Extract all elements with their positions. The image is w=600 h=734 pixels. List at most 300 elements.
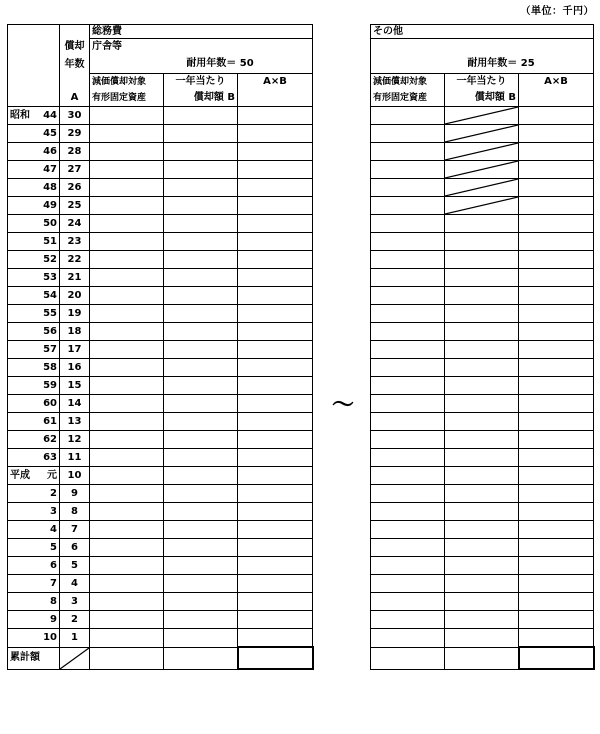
annual-b-cell — [445, 413, 519, 431]
year-row — [371, 449, 594, 467]
years-a-cell: 21 — [60, 269, 90, 287]
years-a-cell: 4 — [60, 575, 90, 593]
total-label: 累計額 — [8, 647, 60, 669]
product-cell — [519, 269, 594, 287]
total-a-cell — [60, 647, 90, 669]
product-cell — [519, 377, 594, 395]
asset-cell — [371, 143, 445, 161]
asset-cell — [90, 431, 164, 449]
asset-cell — [90, 269, 164, 287]
asset-cell — [90, 179, 164, 197]
annual-b-cell — [164, 179, 238, 197]
annual-b-cell — [164, 593, 238, 611]
year-row — [371, 395, 594, 413]
product-cell — [238, 503, 313, 521]
right-category: その他 — [371, 25, 594, 39]
asset-cell — [90, 467, 164, 485]
product-cell — [238, 413, 313, 431]
year-row — [8, 359, 313, 377]
annual-b-cell — [164, 233, 238, 251]
year-row — [371, 503, 594, 521]
year-cell — [8, 593, 60, 611]
right-col2-line1: 一年当たり — [445, 74, 519, 91]
total-product-cell — [519, 647, 594, 669]
year-row — [371, 305, 594, 323]
annual-b-cell — [445, 629, 519, 648]
annual-b-cell — [445, 161, 519, 179]
year-cell — [8, 161, 60, 179]
year-row — [371, 521, 594, 539]
years-a-cell: 17 — [60, 341, 90, 359]
asset-cell — [371, 341, 445, 359]
years-a-cell: 5 — [60, 557, 90, 575]
year-row — [371, 377, 594, 395]
right-col1-line2: 有形固定資産 — [371, 91, 445, 107]
year-row — [8, 341, 313, 359]
product-cell — [238, 107, 313, 125]
asset-cell — [90, 323, 164, 341]
product-cell — [519, 197, 594, 215]
asset-cell — [371, 611, 445, 629]
left-depreciation-table — [7, 24, 314, 670]
product-cell — [519, 323, 594, 341]
right-useful-life: 耐用年数＝ 25 — [371, 56, 594, 74]
left-col2-line2: 償却額 B — [164, 91, 238, 107]
annual-b-cell — [164, 521, 238, 539]
year-cell — [8, 521, 60, 539]
year-label: 7 — [50, 577, 57, 589]
product-cell — [238, 431, 313, 449]
years-a-cell: 7 — [60, 521, 90, 539]
year-row — [8, 161, 313, 179]
total-row — [371, 647, 594, 669]
right-col3: A×B — [519, 74, 594, 107]
year-label: 45 — [43, 127, 57, 139]
years-a-cell: 15 — [60, 377, 90, 395]
annual-b-cell — [445, 341, 519, 359]
year-cell — [8, 413, 60, 431]
asset-cell — [90, 197, 164, 215]
asset-cell — [90, 629, 164, 648]
product-cell — [519, 233, 594, 251]
year-row — [371, 413, 594, 431]
annual-b-cell — [445, 359, 519, 377]
right-depreciation-table — [370, 24, 595, 670]
year-row — [371, 323, 594, 341]
annual-b-cell — [164, 431, 238, 449]
years-a-cell: 6 — [60, 539, 90, 557]
year-row — [8, 251, 313, 269]
asset-cell — [371, 557, 445, 575]
year-label: 56 — [43, 325, 57, 337]
year-cell — [8, 323, 60, 341]
asset-cell — [90, 125, 164, 143]
asset-cell — [371, 485, 445, 503]
years-a-cell: 8 — [60, 503, 90, 521]
left-col2-line1: 一年当たり — [164, 74, 238, 91]
asset-cell — [371, 503, 445, 521]
asset-cell — [371, 449, 445, 467]
year-label: 48 — [43, 181, 57, 193]
year-row — [8, 593, 313, 611]
year-row — [371, 431, 594, 449]
asset-cell — [371, 125, 445, 143]
year-row — [8, 503, 313, 521]
asset-cell — [371, 197, 445, 215]
year-cell — [8, 629, 60, 648]
year-label: 63 — [43, 451, 57, 463]
year-row — [8, 377, 313, 395]
asset-cell — [371, 233, 445, 251]
annual-b-cell — [445, 305, 519, 323]
product-cell — [519, 629, 594, 648]
annual-b-cell — [164, 359, 238, 377]
years-a-cell: 25 — [60, 197, 90, 215]
year-row — [8, 431, 313, 449]
year-row — [8, 575, 313, 593]
year-label: 62 — [43, 433, 57, 445]
product-cell — [238, 323, 313, 341]
year-cell — [8, 179, 60, 197]
annual-b-cell — [445, 269, 519, 287]
total-b-cell — [445, 647, 519, 669]
product-cell — [238, 521, 313, 539]
product-cell — [519, 539, 594, 557]
year-row — [8, 449, 313, 467]
annual-b-cell — [164, 557, 238, 575]
year-row — [8, 143, 313, 161]
total-row — [8, 647, 313, 669]
total-asset-cell — [371, 647, 445, 669]
asset-cell — [371, 161, 445, 179]
product-cell — [519, 359, 594, 377]
year-row — [8, 395, 313, 413]
year-cell — [8, 377, 60, 395]
year-label: 2 — [50, 487, 57, 499]
product-cell — [519, 611, 594, 629]
year-row — [8, 467, 313, 485]
annual-b-cell — [445, 323, 519, 341]
product-cell — [238, 341, 313, 359]
year-cell — [8, 341, 60, 359]
annual-b-cell — [445, 251, 519, 269]
year-cell — [8, 359, 60, 377]
year-label: 49 — [43, 199, 57, 211]
annual-b-cell — [164, 323, 238, 341]
asset-cell — [90, 305, 164, 323]
years-a-cell: 22 — [60, 251, 90, 269]
annual-b-cell — [445, 503, 519, 521]
annual-b-cell — [445, 539, 519, 557]
product-cell — [519, 521, 594, 539]
annual-b-cell — [164, 341, 238, 359]
product-cell — [238, 161, 313, 179]
asset-cell — [371, 287, 445, 305]
year-row — [371, 539, 594, 557]
slash-mark — [445, 179, 518, 196]
product-cell — [519, 449, 594, 467]
product-cell — [238, 197, 313, 215]
year-label: 54 — [43, 289, 57, 301]
years-a-cell: 2 — [60, 611, 90, 629]
year-row — [8, 305, 313, 323]
year-label: 53 — [43, 271, 57, 283]
year-row — [371, 611, 594, 629]
annual-b-cell — [164, 539, 238, 557]
product-cell — [519, 593, 594, 611]
year-label: 61 — [43, 415, 57, 427]
asset-cell — [371, 359, 445, 377]
years-a-cell: 20 — [60, 287, 90, 305]
annual-b-cell — [445, 467, 519, 485]
annual-b-cell — [164, 503, 238, 521]
total-asset-cell — [90, 647, 164, 669]
years-a-cell: 28 — [60, 143, 90, 161]
year-row — [371, 629, 594, 648]
year-cell — [8, 251, 60, 269]
asset-cell — [90, 611, 164, 629]
year-header-cell — [8, 25, 60, 39]
year-label: 5 — [50, 541, 57, 553]
years-a-cell: 27 — [60, 161, 90, 179]
year-row — [8, 107, 313, 125]
col-a-label-top: 償却 — [60, 39, 90, 56]
annual-b-cell — [164, 161, 238, 179]
slash-mark — [445, 143, 518, 160]
year-row — [8, 521, 313, 539]
years-a-cell: 30 — [60, 107, 90, 125]
year-row — [8, 269, 313, 287]
asset-cell — [371, 521, 445, 539]
product-cell — [519, 143, 594, 161]
year-row — [8, 413, 313, 431]
years-a-cell: 14 — [60, 395, 90, 413]
left-col3: A×B — [238, 74, 313, 107]
year-row — [371, 161, 594, 179]
product-cell — [519, 557, 594, 575]
asset-cell — [371, 179, 445, 197]
total-b-cell — [164, 647, 238, 669]
annual-b-cell — [164, 269, 238, 287]
product-cell — [519, 503, 594, 521]
years-a-cell: 23 — [60, 233, 90, 251]
product-cell — [238, 269, 313, 287]
years-a-cell: 1 — [60, 629, 90, 648]
asset-cell — [371, 305, 445, 323]
annual-b-cell — [445, 431, 519, 449]
year-row — [371, 557, 594, 575]
product-cell — [238, 179, 313, 197]
year-cell — [8, 431, 60, 449]
product-cell — [238, 449, 313, 467]
year-label: 59 — [43, 379, 57, 391]
left-subcategory: 庁舎等 — [90, 39, 313, 56]
product-cell — [519, 413, 594, 431]
year-row — [371, 215, 594, 233]
years-a-cell: 26 — [60, 179, 90, 197]
asset-cell — [90, 521, 164, 539]
right-col2-line2: 償却額 B — [445, 91, 519, 107]
years-a-cell: 29 — [60, 125, 90, 143]
year-row — [371, 485, 594, 503]
annual-b-cell — [445, 485, 519, 503]
total-product-cell — [238, 647, 313, 669]
product-cell — [519, 305, 594, 323]
product-cell — [238, 305, 313, 323]
asset-cell — [90, 575, 164, 593]
annual-b-cell — [164, 611, 238, 629]
product-cell — [519, 251, 594, 269]
annual-b-cell — [164, 215, 238, 233]
year-row — [8, 539, 313, 557]
years-a-cell: 16 — [60, 359, 90, 377]
year-cell — [8, 539, 60, 557]
years-a-cell: 12 — [60, 431, 90, 449]
year-cell — [8, 125, 60, 143]
product-cell — [238, 485, 313, 503]
years-a-cell: 9 — [60, 485, 90, 503]
annual-b-cell — [164, 575, 238, 593]
year-row — [8, 197, 313, 215]
unit-label: （単位：千円） — [520, 6, 594, 17]
col-a-label: A — [60, 91, 90, 107]
years-a-cell: 10 — [60, 467, 90, 485]
year-cell — [8, 467, 60, 485]
year-cell — [8, 143, 60, 161]
year-label: 55 — [43, 307, 57, 319]
era-label: 昭和 — [10, 109, 30, 121]
annual-b-cell — [445, 449, 519, 467]
asset-cell — [371, 215, 445, 233]
slash-mark — [445, 197, 518, 214]
asset-cell — [90, 143, 164, 161]
product-cell — [519, 341, 594, 359]
year-label: 50 — [43, 217, 57, 229]
asset-cell — [90, 377, 164, 395]
product-cell — [519, 215, 594, 233]
product-cell — [519, 575, 594, 593]
asset-cell — [90, 413, 164, 431]
asset-cell — [90, 215, 164, 233]
annual-b-cell — [164, 395, 238, 413]
product-cell — [238, 395, 313, 413]
year-row — [371, 179, 594, 197]
asset-cell — [90, 485, 164, 503]
year-cell — [8, 449, 60, 467]
product-cell — [519, 467, 594, 485]
year-cell — [8, 305, 60, 323]
asset-cell — [371, 467, 445, 485]
product-cell — [238, 215, 313, 233]
annual-b-cell — [164, 197, 238, 215]
asset-cell — [90, 539, 164, 557]
year-row — [371, 143, 594, 161]
annual-b-cell — [164, 305, 238, 323]
year-row — [371, 197, 594, 215]
asset-cell — [90, 233, 164, 251]
year-row — [8, 287, 313, 305]
asset-cell — [90, 395, 164, 413]
year-cell — [8, 395, 60, 413]
years-a-cell: 13 — [60, 413, 90, 431]
year-label: 60 — [43, 397, 57, 409]
year-label: 44 — [43, 109, 57, 121]
asset-cell — [371, 377, 445, 395]
annual-b-cell — [164, 467, 238, 485]
year-label: 3 — [50, 505, 57, 517]
product-cell — [238, 467, 313, 485]
year-row — [8, 323, 313, 341]
year-row — [371, 341, 594, 359]
annual-b-cell — [164, 143, 238, 161]
year-cell — [8, 233, 60, 251]
product-cell — [238, 575, 313, 593]
asset-cell — [371, 593, 445, 611]
product-cell — [519, 287, 594, 305]
asset-cell — [371, 107, 445, 125]
year-label: 46 — [43, 145, 57, 157]
year-cell — [8, 197, 60, 215]
product-cell — [238, 125, 313, 143]
left-col1-line1: 減価償却対象 — [90, 74, 164, 91]
annual-b-cell — [445, 377, 519, 395]
asset-cell — [90, 161, 164, 179]
right-col1-line1: 減価償却対象 — [371, 74, 445, 91]
year-label: 58 — [43, 361, 57, 373]
asset-cell — [90, 503, 164, 521]
annual-b-cell — [164, 125, 238, 143]
year-row — [8, 611, 313, 629]
asset-cell — [90, 593, 164, 611]
asset-cell — [90, 557, 164, 575]
year-row — [8, 233, 313, 251]
asset-cell — [90, 107, 164, 125]
year-row — [8, 485, 313, 503]
asset-cell — [371, 323, 445, 341]
product-cell — [238, 629, 313, 648]
range-separator: ～ — [332, 393, 355, 418]
annual-b-cell — [445, 197, 519, 215]
asset-cell — [90, 287, 164, 305]
annual-b-cell — [445, 287, 519, 305]
years-a-cell: 24 — [60, 215, 90, 233]
year-cell — [8, 611, 60, 629]
year-label: 元 — [47, 469, 57, 481]
year-label: 52 — [43, 253, 57, 265]
product-cell — [238, 557, 313, 575]
product-cell — [519, 485, 594, 503]
product-cell — [519, 125, 594, 143]
annual-b-cell — [164, 251, 238, 269]
asset-cell — [90, 251, 164, 269]
year-row — [371, 125, 594, 143]
annual-b-cell — [164, 485, 238, 503]
year-row — [371, 107, 594, 125]
year-label: 10 — [43, 631, 57, 643]
asset-cell — [90, 449, 164, 467]
year-row — [8, 125, 313, 143]
product-cell — [238, 377, 313, 395]
annual-b-cell — [164, 413, 238, 431]
annual-b-cell — [445, 215, 519, 233]
annual-b-cell — [164, 377, 238, 395]
year-row — [8, 215, 313, 233]
asset-cell — [371, 395, 445, 413]
product-cell — [519, 431, 594, 449]
product-cell — [519, 395, 594, 413]
year-label: 47 — [43, 163, 57, 175]
annual-b-cell — [164, 107, 238, 125]
